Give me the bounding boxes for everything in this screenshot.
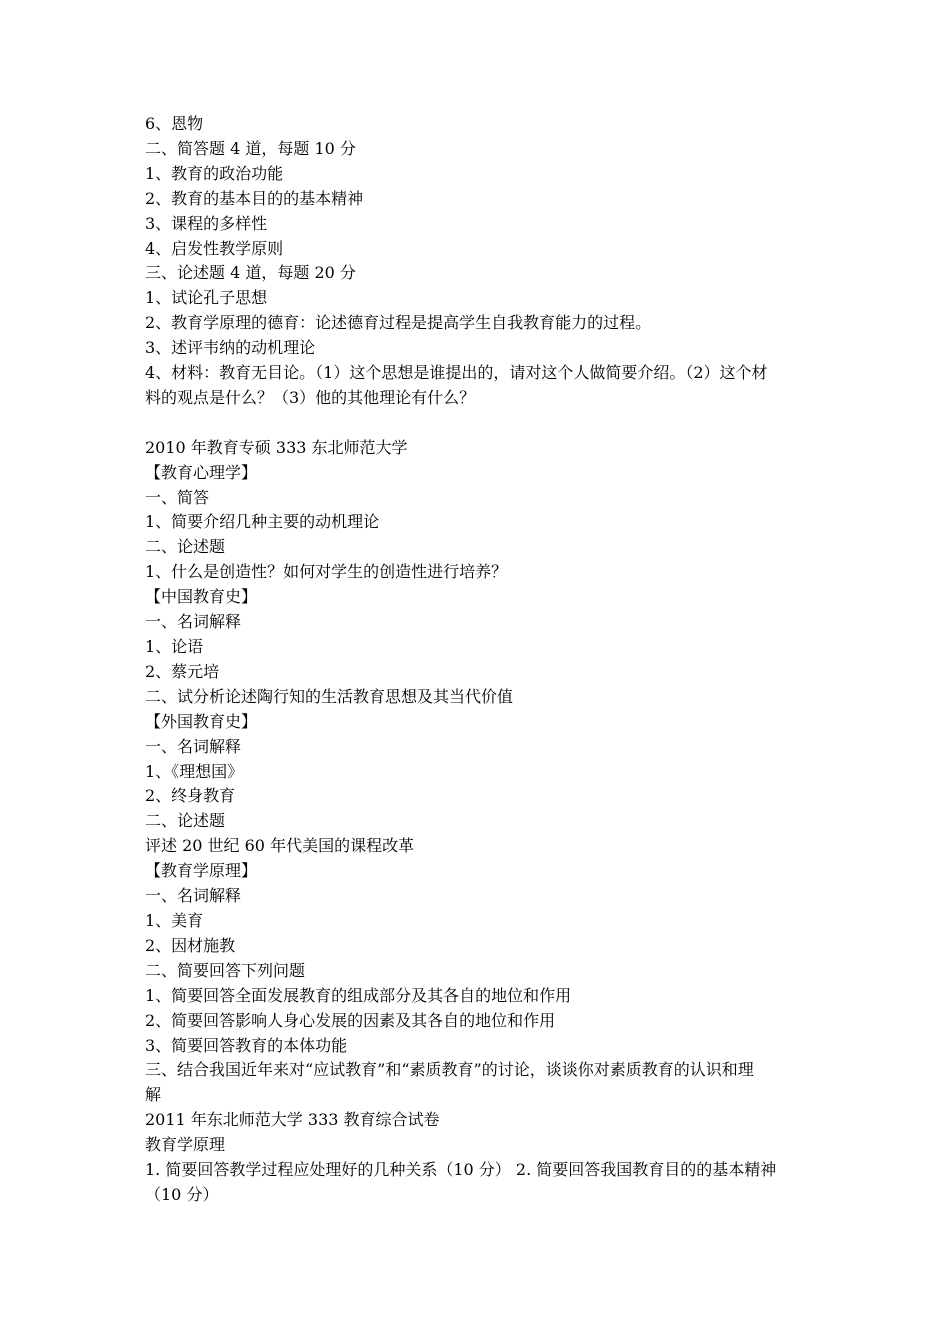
text-line: 2、蔡元培 xyxy=(145,661,220,681)
text-line: 1、《理想国》 xyxy=(145,761,244,781)
blank-line xyxy=(145,411,815,436)
exam-2011-block xyxy=(145,1108,815,1158)
text-line: 一、名词解释 xyxy=(145,612,242,632)
material-question-line-1: 4、材料：教育无目论。（1）这个思想是谁提出的，请对这个人做简要介绍。（2）这个材 xyxy=(145,363,768,383)
text-line: 教育学原理 xyxy=(145,1135,226,1155)
text-line: 1、试论孔子思想 xyxy=(145,288,268,308)
material-question-line-2: 料的观点是什么？（3）他的其他理论有什么？ xyxy=(145,387,476,407)
text-line: 2、因材施教 xyxy=(145,935,236,955)
text-line: 一、名词解释 xyxy=(145,736,242,756)
text-line: 3、简要回答教育的本体功能 xyxy=(145,1035,348,1055)
text-line: 一、简答 xyxy=(145,487,210,507)
text-line: 二、简答题 4 道，每题 10 分 xyxy=(145,138,356,158)
text-line: 【外国教育史】 xyxy=(145,711,258,731)
text-line: 1、教育的政治功能 xyxy=(145,163,284,183)
text-line: 二、试分析论述陶行知的生活教育思想及其当代价值 xyxy=(145,686,514,706)
text-line: 2、终身教育 xyxy=(145,786,236,806)
essay-question-line-2: 解 xyxy=(145,1085,162,1105)
exam-questions-block-1 xyxy=(145,112,815,361)
text-line: 二、论述题 xyxy=(145,811,226,831)
text-line: 二、简要回答下列问题 xyxy=(145,960,306,980)
text-line: 1、美育 xyxy=(145,910,204,930)
text-line: 三、论述题 4 道，每题 20 分 xyxy=(145,263,356,283)
text-line: 4、启发性教学原则 xyxy=(145,238,284,258)
text-line: 2、简要回答影响人身心发展的因素及其各自的地位和作用 xyxy=(145,1010,556,1030)
text-line: 2、教育学原理的德育：论述德育过程是提高学生自我教育能力的过程。 xyxy=(145,313,652,333)
text-line: 3、课程的多样性 xyxy=(145,213,268,233)
text-line: 评述 20 世纪 60 年代美国的课程改革 xyxy=(145,836,415,856)
text-line: 【教育学原理】 xyxy=(145,861,258,881)
text-line: 【教育心理学】 xyxy=(145,462,258,482)
text-line: 【中国教育史】 xyxy=(145,587,258,607)
text-line: 1、简要回答全面发展教育的组成部分及其各自的地位和作用 xyxy=(145,985,572,1005)
text-line: 2011 年东北师范大学 333 教育综合试卷 xyxy=(145,1110,440,1130)
text-line: 1、简要介绍几种主要的动机理论 xyxy=(145,512,380,532)
text-line: 一、名词解释 xyxy=(145,886,242,906)
text-line: 二、论述题 xyxy=(145,537,226,557)
last-question-line-2: （10 分） xyxy=(145,1184,219,1204)
essay-question-line-1: 三、结合我国近年来对“应试教育”和“素质教育”的讨论，谈谈你对素质教育的认识和理 xyxy=(145,1060,754,1080)
exam-2010-block xyxy=(145,436,815,1059)
last-question-line-1: 1. 简要回答教学过程应处理好的几种关系（10 分） 2. 简要回答我国教育目的的基本精神 xyxy=(145,1160,777,1180)
text-line: 6、恩物 xyxy=(145,114,204,133)
text-line: 1、什么是创造性？如何对学生的创造性进行培养？ xyxy=(145,562,508,582)
document-page xyxy=(145,112,815,1208)
text-line: 1、论语 xyxy=(145,637,204,657)
text-line: 3、述评韦纳的动机理论 xyxy=(145,338,316,358)
text-line: 2010 年教育专硕 333 东北师范大学 xyxy=(145,437,408,457)
text-line: 2、教育的基本目的的基本精神 xyxy=(145,188,364,208)
